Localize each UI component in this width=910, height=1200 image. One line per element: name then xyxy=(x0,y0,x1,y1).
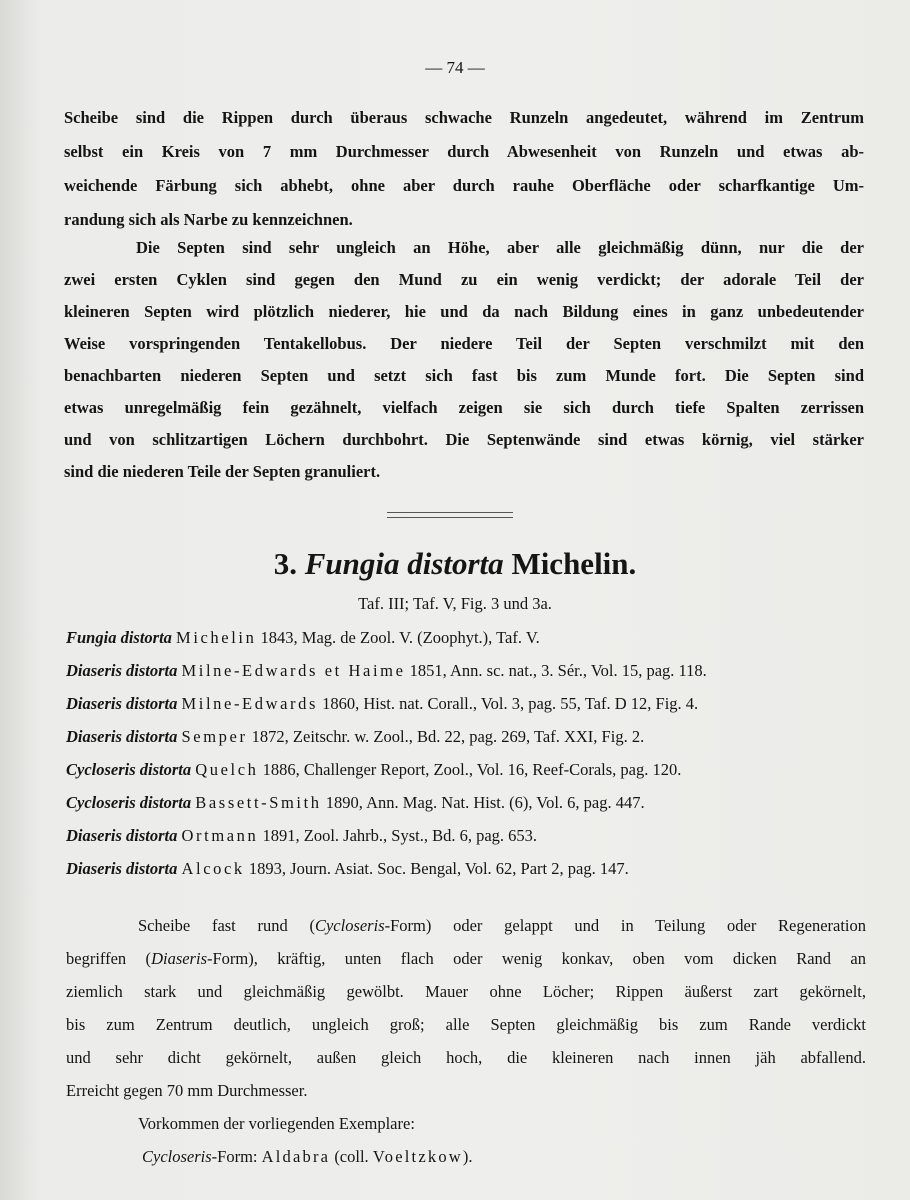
species-author: Michelin. xyxy=(511,546,637,581)
synonym-entry xyxy=(66,859,866,879)
text-line: Weise vorspringenden Tentakellobus. Der niedere Teil der Septen verschmilzt mit den xyxy=(64,334,864,353)
section-number: 3. xyxy=(273,546,297,581)
plate-references: Taf. III; Taf. V, Fig. 3 und 3a. xyxy=(358,594,552,613)
synonym-entry xyxy=(66,760,866,780)
synonym-reference: 1886, Challenger Report, Zool., Vol. 16, Reef-Corals, pag. 120. xyxy=(262,760,682,779)
text-fragment: -Form), kräftig, unten flach oder wenig konkav, oben vom dicken Rand an xyxy=(206,949,866,968)
species-name: Fungia distorta xyxy=(304,546,504,581)
synonym-name: Diaseris distorta xyxy=(66,826,178,845)
synonym-author: Milne-Edwards xyxy=(181,694,318,713)
text-line: zwei ersten Cyklen sind gegen den Mund zu ein wenig verdickt; der adorale Teil der xyxy=(64,270,864,289)
text-line: bis zum Zentrum deutlich, ungleich groß; alle Septen gleichmäßig bis zum Rande verdickt xyxy=(66,1015,866,1034)
genus-italic: Cycloseris xyxy=(314,916,385,935)
synonym-reference: 1843, Mag. de Zool. V. (Zoophyt.), Taf. V. xyxy=(260,628,540,647)
locality: Aldabra xyxy=(261,1147,331,1166)
text-fragment: Scheibe fast rund ( xyxy=(138,916,315,935)
text-line: randung sich als Narbe zu kennzeichnen. xyxy=(64,210,353,229)
text-line: kleineren Septen wird plötzlich niederer, hie und da nach Bildung eines in ganz unbedeutender xyxy=(64,302,864,321)
synonym-entry xyxy=(66,628,866,648)
text-line: Die Septen sind sehr ungleich an Höhe, aber alle gleichmäßig dünn, nur die der xyxy=(136,238,864,257)
text-line: Erreicht gegen 70 mm Durchmesser. xyxy=(66,1081,308,1100)
synonym-entry xyxy=(66,727,866,747)
synonym-name: Diaseris distorta xyxy=(66,694,178,713)
text-line: etwas unregelmäßig fein gezähnelt, vielfach zeigen sie sich durch tiefe Spalten zerrissen xyxy=(64,398,864,417)
synonym-name: Diaseris distorta xyxy=(66,727,178,746)
text-line: sind die niederen Teile der Septen granuliert. xyxy=(64,462,381,481)
synonym-reference: 1872, Zeitschr. w. Zool., Bd. 22, pag. 269, Taf. XXI, Fig. 2. xyxy=(251,727,645,746)
synonym-author: Ortmann xyxy=(181,826,259,845)
synonym-author: Milne-Edwards et Haime xyxy=(181,661,406,680)
synonym-reference: 1893, Journ. Asiat. Soc. Bengal, Vol. 62, Part 2, pag. 147. xyxy=(248,859,629,878)
collector-suffix: ). xyxy=(462,1147,473,1166)
text-line: und sehr dicht gekörnelt, außen gleich hoch, die kleineren nach innen jäh abfallend. xyxy=(66,1048,866,1067)
genus-italic: Diaseris xyxy=(151,949,207,968)
occurrence-entry xyxy=(66,1147,866,1167)
collector: Voeltzkow xyxy=(372,1147,463,1166)
form-suffix: -Form: xyxy=(211,1147,262,1166)
synonym-reference: 1860, Hist. nat. Corall., Vol. 3, pag. 55, Taf. D 12, Fig. 4. xyxy=(322,694,699,713)
synonym-reference: 1891, Zool. Jahrb., Syst., Bd. 6, pag. 653. xyxy=(262,826,538,845)
synonym-entry xyxy=(66,661,866,681)
text-fragment: begriffen ( xyxy=(66,949,152,968)
occurrence-heading: Vorkommen der vorliegenden Exemplare: xyxy=(138,1114,415,1133)
synonym-author: Bassett-Smith xyxy=(195,793,322,812)
synonym-author: Michelin xyxy=(176,628,257,647)
form-name: Cycloseris xyxy=(142,1147,212,1166)
synonym-entry xyxy=(66,694,866,714)
synonym-name: Cycloseris distorta xyxy=(66,760,192,779)
synonym-name: Diaseris distorta xyxy=(66,859,178,878)
synonym-author: Quelch xyxy=(195,760,259,779)
text-line xyxy=(66,916,866,936)
synonym-reference: 1890, Ann. Mag. Nat. Hist. (6), Vol. 6, pag. 447. xyxy=(325,793,645,812)
collector-prefix: (coll. xyxy=(330,1147,373,1166)
text-fragment: -Form) oder gelappt und in Teilung oder Regeneration xyxy=(384,916,866,935)
synonym-name: Diaseris distorta xyxy=(66,661,178,680)
synonym-author: Alcock xyxy=(181,859,245,878)
text-line: ziemlich stark und gleichmäßig gewölbt. Mauer ohne Löcher; Rippen äußerst zart gekörnelt, xyxy=(66,982,866,1001)
section-title xyxy=(0,546,910,582)
text-line: weichende Färbung sich abhebt, ohne aber durch rauhe Oberfläche oder scharfkantige Um- xyxy=(64,176,864,195)
text-line: und von schlitzartigen Löchern durchbohrt. Die Septenwände sind etwas körnig, viel stärker xyxy=(64,430,864,449)
text-line: benachbarten niederen Septen und setzt sich fast bis zum Munde fort. Die Septen sind xyxy=(64,366,864,385)
text-line: selbst ein Kreis von 7 mm Durchmesser durch Abwesenheit von Runzeln und etwas ab- xyxy=(64,142,864,161)
synonym-entry xyxy=(66,793,866,813)
section-divider xyxy=(387,512,513,518)
page-number: — 74 — xyxy=(425,58,485,77)
synonym-name: Cycloseris distorta xyxy=(66,793,192,812)
synonym-name: Fungia distorta xyxy=(66,628,172,647)
text-line xyxy=(66,949,866,969)
synonym-reference: 1851, Ann. sc. nat., 3. Sér., Vol. 15, pag. 118. xyxy=(409,661,707,680)
synonym-entry xyxy=(66,826,866,846)
synonym-author: Semper xyxy=(181,727,248,746)
text-line: Scheibe sind die Rippen durch überaus schwache Runzeln angedeutet, während im Zentrum xyxy=(64,108,864,127)
